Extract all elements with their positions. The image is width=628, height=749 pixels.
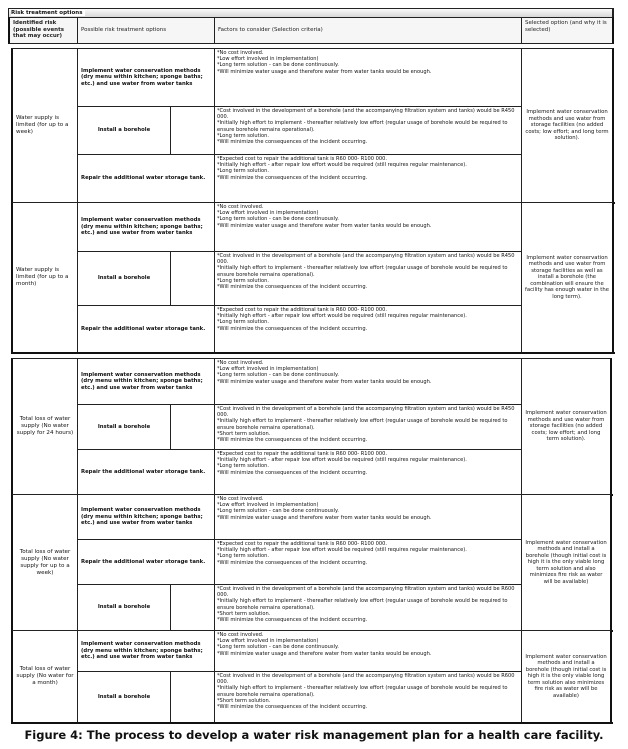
risk-cell: Total loss of water supply (No water supply for up to a week): [11, 494, 78, 631]
selection-criteria-cell: [214, 630, 522, 672]
criteria-item: *Long term solution - can be done continuously.: [217, 508, 339, 515]
criteria-item: *No cost involved.: [217, 496, 264, 502]
criteria-item: *Will minimize water usage and therefore water from water tanks would be enough.: [217, 650, 432, 657]
table-title: Risk treatment options: [11, 10, 83, 16]
selected-option-cell: Implement water conservation methods and install a borehole (though initial cost is high it is the only viable long term solution also minimizes fire risk as water will be available): [521, 630, 612, 723]
criteria-item: *Will minimize water usage and therefore water from water tanks would be enough.: [217, 68, 432, 75]
criteria-item: *Initially high effort - after repair low effort would be required (still requires regular maintenance).: [217, 162, 467, 169]
treatment-option: Repair the additional water storage tank.: [77, 305, 215, 353]
criteria-item: *Initially high effort - after repair low effort would be required (still requires regular maintenance).: [217, 457, 467, 464]
criteria-item: *Expected cost to repair the additional tank is R60 000- R100 000.: [217, 307, 387, 313]
selection-criteria-cell: [214, 404, 522, 450]
criteria-item: *Low effort involved in implementation): [217, 210, 319, 217]
criteria-item: *Long term solution - can be done continuously.: [217, 644, 339, 651]
treatment-option: Repair the additional water storage tank.: [77, 539, 215, 585]
criteria-item: *Long term solution.: [217, 132, 269, 139]
criteria-item: *Will minimize the consequences of the incident occurring.: [217, 469, 368, 476]
criteria-item: *Initially high effort to implement - thereafter relatively low effort (regular usage of borehole would be required to ensure borehole remains operational).: [217, 685, 508, 698]
treatment-option: Install a borehole: [77, 251, 171, 306]
criteria-item: *No cost involved.: [217, 632, 264, 638]
selection-criteria-cell: [214, 251, 522, 306]
section-divider: [11, 352, 615, 354]
criteria-item: *Long term solution - can be done continuously.: [217, 62, 339, 69]
criteria-item: *No cost involved.: [217, 360, 264, 366]
treatment-option: Install a borehole: [77, 106, 171, 155]
section-divider: [11, 722, 613, 724]
criteria-item: *Will minimize the consequences of the incident occurring.: [217, 284, 368, 291]
header-identified-risk: Identified risk (possible events that may occur): [8, 17, 78, 44]
criteria-item: *Expected cost to repair the additional tank is R60 000- R100 000.: [217, 156, 387, 162]
treatment-option-empty-subcell: [170, 671, 215, 723]
selected-option-cell: Implement water conservation methods and use water from storage facilities (no added costs; low effort; and long term solution).: [521, 358, 612, 495]
criteria-item: *Will minimize the consequences of the incident occurring.: [217, 704, 368, 711]
criteria-item: *Will minimize the consequences of the incident occurring.: [217, 139, 368, 146]
criteria-item: *Long term solution.: [217, 277, 269, 284]
criteria-item: *Low effort involved in implementation): [217, 502, 319, 509]
treatment-option: Repair the additional water storage tank.: [77, 154, 215, 203]
criteria-item: *Cost involved in the development of a borehole (and the accompanying filtration system and tanks) would be R600 000.: [217, 673, 515, 686]
treatment-option-empty-subcell: [170, 404, 215, 450]
selection-criteria-cell: [214, 154, 522, 203]
treatment-option: Implement water conservation methods (dry menu within kitchen; sponge baths; etc.) and use water from water tanks: [77, 494, 215, 540]
criteria-item: *Initially high effort to implement - thereafter relatively low effort (regular usage of borehole would be required to ensure borehole remains operational).: [217, 418, 508, 431]
criteria-item: *Initially high effort to implement - thereafter relatively low effort (regular usage of borehole would be required to ensure borehole remains operational).: [217, 265, 508, 278]
criteria-item: *Long term solution.: [217, 319, 269, 326]
risk-cell: Total loss of water supply (No water for a month): [11, 630, 78, 723]
treatment-option: Implement water conservation methods (dry menu within kitchen; sponge baths; etc.) and use water from water tanks: [77, 358, 215, 405]
criteria-item: *Long term solution - can be done continuously.: [217, 372, 339, 379]
criteria-item: *Initially high effort to implement - thereafter relatively low effort (regular usage of borehole would be required to ensure borehole remains operational).: [217, 120, 508, 133]
selection-criteria-cell: [214, 48, 522, 107]
risk-cell: Total loss of water supply (No water supply for 24 hours): [11, 358, 78, 495]
criteria-item: *Initially high effort - after repair low effort would be required (still requires regular maintenance).: [217, 547, 467, 554]
selection-criteria-cell: [214, 584, 522, 631]
criteria-item: *Cost involved in the development of a borehole (and the accompanying filtration system and tanks) would be R450 000.: [217, 253, 515, 266]
criteria-item: *Short term solution.: [217, 697, 271, 704]
header-treatment-options: Possible risk treatment options: [77, 17, 215, 44]
treatment-option: Implement water conservation methods (dry menu within kitchen; sponge baths; etc.) and use water from water tanks: [77, 48, 215, 107]
treatment-option: Repair the additional water storage tank.: [77, 449, 215, 495]
selection-criteria-cell: [214, 449, 522, 495]
criteria-item: *Will minimize the consequences of the incident occurring.: [217, 325, 368, 332]
header-factors: Factors to consider (Selection criteria): [214, 17, 522, 44]
figure-caption: Figure 4: The process to develop a water risk management plan for a health care facility.: [24, 728, 604, 742]
criteria-item: *Will minimize water usage and therefore water from water tanks would be enough.: [217, 222, 432, 229]
treatment-option: Implement water conservation methods (dry menu within kitchen; sponge baths; etc.) and use water from water tanks: [77, 630, 215, 672]
selection-criteria-cell: [214, 202, 522, 252]
criteria-item: *Will minimize water usage and therefore water from water tanks would be enough.: [217, 514, 432, 521]
header-selected-option: Selected option (and why it is selected): [521, 17, 614, 44]
risk-cell: Water supply is limited (for up to a week): [11, 48, 78, 203]
criteria-item: *Long term solution.: [217, 463, 269, 470]
selected-option-cell: Implement water conservation methods and use water from storage facilities as well as install a borehole (the combination will ensure the facility has enough water in the long term).: [521, 202, 614, 353]
treatment-option-empty-subcell: [170, 584, 215, 631]
criteria-item: *Will minimize the consequences of the incident occurring.: [217, 174, 368, 181]
selected-option-cell: Implement water conservation methods and use water from storage facilities (no added costs; low effort; and long term solution).: [521, 48, 614, 203]
selection-criteria-cell: [214, 106, 522, 155]
treatment-option-empty-subcell: [170, 251, 215, 306]
criteria-item: *Expected cost to repair the additional tank is R60 000- R100 000.: [217, 541, 387, 547]
treatment-option: Install a borehole: [77, 584, 171, 631]
criteria-item: *Initially high effort - after repair low effort would be required (still requires regular maintenance).: [217, 313, 467, 320]
criteria-item: *Cost involved in the development of a borehole (and the accompanying filtration system and tanks) would be R450 000.: [217, 108, 515, 121]
selected-option-cell: Implement water conservation methods and install a borehole (though initial cost is high it is the only viable long term solution and also minimizes fire risk as water will be available): [521, 494, 612, 631]
criteria-item: *Long term solution - can be done continuously.: [217, 216, 339, 223]
criteria-item: *No cost involved.: [217, 50, 264, 56]
criteria-item: *Cost involved in the development of a borehole (and the accompanying filtration system and tanks) would be R450 000.: [217, 406, 515, 419]
criteria-item: *Long term solution.: [217, 168, 269, 175]
criteria-item: *Cost involved in the development of a borehole (and the accompanying filtration system and tanks) would be R600 000.: [217, 586, 515, 599]
criteria-item: *Will minimize water usage and therefore water from water tanks would be enough.: [217, 378, 432, 385]
treatment-option-empty-subcell: [170, 106, 215, 155]
criteria-item: *Long term solution.: [217, 553, 269, 560]
criteria-item: *No cost involved.: [217, 204, 264, 210]
treatment-option: Install a borehole: [77, 404, 171, 450]
risk-cell: Water supply is limited (for up to a month): [11, 202, 78, 353]
criteria-item: *Short term solution.: [217, 610, 271, 617]
treatment-option: Install a borehole: [77, 671, 171, 723]
selection-criteria-cell: [214, 539, 522, 585]
criteria-item: *Expected cost to repair the additional tank is R60 000- R100 000.: [217, 451, 387, 457]
selection-criteria-cell: [214, 358, 522, 405]
criteria-item: *Initially high effort to implement - thereafter relatively low effort (regular usage of borehole would be required to ensure borehole remains operational).: [217, 598, 508, 611]
criteria-item: *Will minimize the consequences of the incident occurring.: [217, 617, 368, 624]
selection-criteria-cell: [214, 494, 522, 540]
criteria-item: *Will minimize the consequences of the incident occurring.: [217, 437, 368, 444]
treatment-option: Implement water conservation methods (dry menu within kitchen; sponge baths; etc.) and use water from water tanks: [77, 202, 215, 252]
selection-criteria-cell: [214, 671, 522, 723]
criteria-item: *Low effort involved in implementation): [217, 638, 319, 645]
criteria-item: *Will minimize the consequences of the incident occurring.: [217, 559, 368, 566]
criteria-item: *Low effort involved in implementation): [217, 366, 319, 373]
criteria-item: *Low effort involved in implementation): [217, 56, 319, 63]
selection-criteria-cell: [214, 305, 522, 353]
criteria-item: *Short term solution.: [217, 430, 271, 437]
